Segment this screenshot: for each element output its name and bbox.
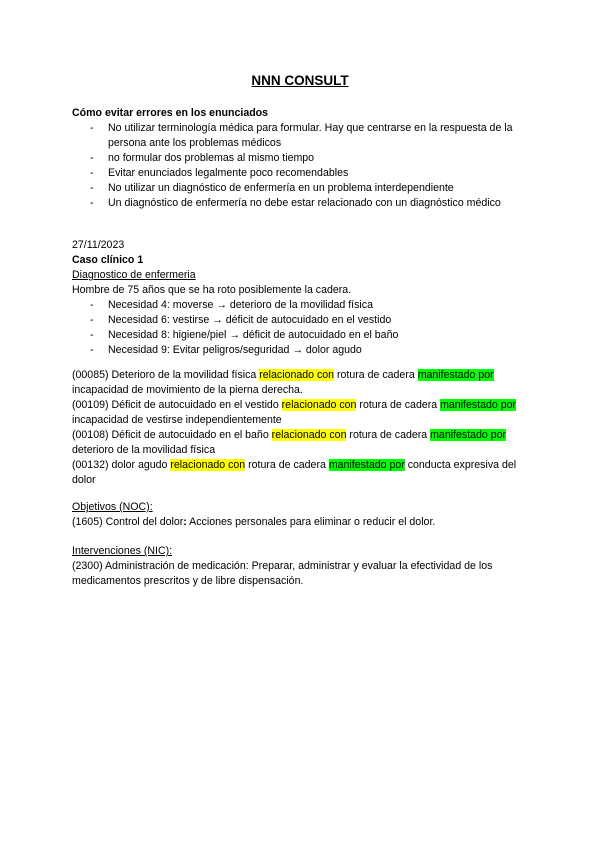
diagnosis-text: conducta expresiva del dolor	[72, 459, 517, 486]
necesidades-list	[72, 298, 532, 358]
diagnostico-label: Diagnostico de enfermeria	[72, 269, 196, 281]
list-item: - Necesidad 9: Evitar peligros/seguridad → dolor agudo	[72, 343, 532, 358]
diagnosis-text: (00108) Déficit de autocuidado en el baño	[72, 429, 272, 441]
case-heading: Caso clínico 1	[72, 254, 144, 266]
manifestado-highlight: manifestado por	[417, 369, 494, 381]
diagnosis-text: incapacidad de movimiento de la pierna derecha.	[72, 384, 303, 396]
list-item: - No utilizar terminología médica para formular. Hay que centrarse en la respuesta de la persona ante los problemas médicos	[72, 121, 532, 151]
diagnosis-paragraph	[72, 368, 532, 398]
list-item: - Evitar enunciados legalmente poco recomendables	[72, 166, 532, 181]
list-item: - No utilizar un diagnóstico de enfermería en un problema interdependiente	[72, 181, 532, 196]
page-title: NNN CONSULT	[251, 73, 349, 88]
errores-section	[72, 106, 532, 211]
diagnosis-text: deterioro de la movilidad física	[72, 444, 216, 456]
intervenciones-text: (2300) Administración de medicación: Preparar, administrar y evaluar la efectividad de los medicamentos prescritos y de libre dispensación.	[72, 560, 493, 587]
objetivos-text	[72, 515, 532, 530]
list-item: - Necesidad 8: higiene/piel → déficit de autocuidado en el baño	[72, 328, 532, 343]
diagnosis-text: incapacidad de vestirse independientemente	[72, 414, 282, 426]
errores-heading: Cómo evitar errores en los enunciados	[72, 107, 269, 119]
diagnosis-text: rotura de cadera	[245, 459, 329, 471]
diagnosis-paragraph	[72, 428, 532, 458]
objetivos-section	[72, 500, 532, 530]
diagnosis-paragraph	[72, 398, 532, 428]
noc-description: Acciones personales para eliminar o reducir el dolor.	[186, 516, 436, 528]
intervenciones-label: Intervenciones (NIC):	[72, 545, 173, 557]
list-item: - Necesidad 4: moverse → deterioro de la movilidad física	[72, 298, 532, 313]
diagnosis-text: rotura de cadera	[346, 429, 431, 441]
diagnosis-text: (00132) dolor agudo	[72, 459, 171, 471]
manifestado-highlight: manifestado por	[430, 429, 507, 441]
list-item: - Necesidad 6: vestirse → déficit de autocuidado en el vestido	[72, 313, 532, 328]
caso-section	[72, 238, 532, 358]
noc-colon: :	[183, 516, 187, 528]
errores-list	[72, 121, 532, 211]
relacionado-highlight: relacionado con	[271, 429, 347, 441]
objetivos-label: Objetivos (NOC):	[72, 501, 153, 513]
list-item: - no formular dos problemas al mismo tiempo	[72, 151, 532, 166]
relacionado-highlight: relacionado con	[170, 459, 246, 471]
case-date: 27/11/2023	[72, 239, 125, 251]
diagnoses-section	[72, 368, 532, 488]
list-item: - Un diagnóstico de enfermería no debe estar relacionado con un diagnóstico médico	[72, 196, 532, 211]
manifestado-highlight: manifestado por	[328, 459, 405, 471]
diagnosis-text: rotura de cadera	[356, 399, 441, 411]
diagnosis-text: (00085) Deterioro de la movilidad física	[72, 369, 260, 381]
intervenciones-section	[72, 544, 532, 589]
case-description: Hombre de 75 años que se ha roto posiblemente la cadera.	[72, 284, 352, 296]
diagnosis-text: (00109) Déficit de autocuidado en el vestido	[72, 399, 282, 411]
diagnosis-paragraph	[72, 458, 532, 488]
relacionado-highlight: relacionado con	[281, 399, 357, 411]
diagnosis-text: rotura de cadera	[334, 369, 418, 381]
relacionado-highlight: relacionado con	[259, 369, 335, 381]
noc-code: (1605) Control del dolor	[72, 516, 184, 528]
manifestado-highlight: manifestado por	[440, 399, 517, 411]
